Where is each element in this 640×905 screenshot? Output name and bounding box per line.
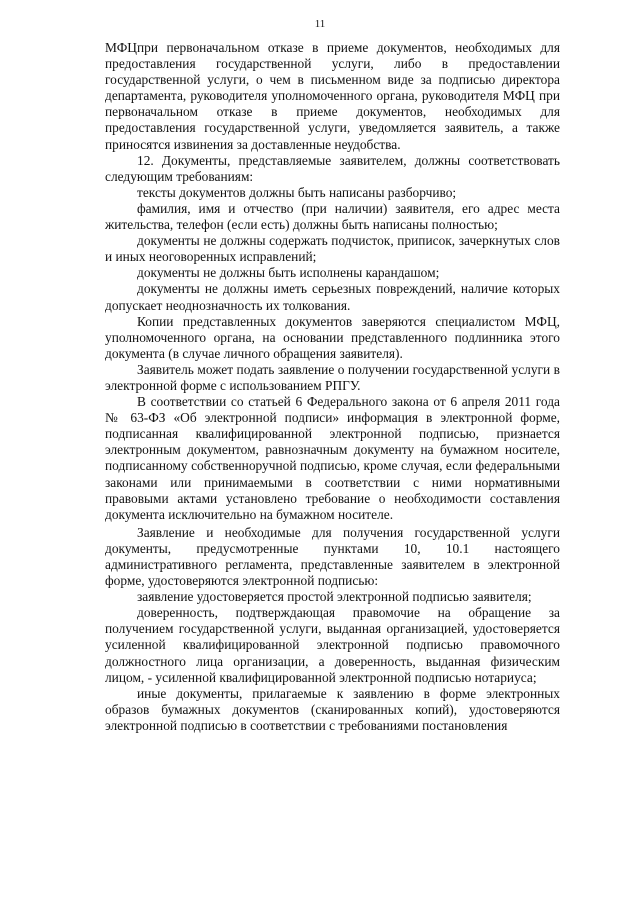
paragraph-signature-requirements: Заявление и необходимые для получения государственной услуги документы, предусмотренные пунктами 10, 10.1 настоящего административного регламента, представленные заявителем в электронной форме, удостоверяются электронной подписью:	[105, 524, 560, 589]
document-body	[105, 40, 560, 734]
paragraph-electronic-application: Заявитель может подать заявление о получении государственной услуги в электронной форме с использованием РПГУ.	[105, 361, 560, 393]
paragraph-item-12: 12. Документы, представляемые заявителем, должны соответствовать следующим требованиям:	[105, 152, 560, 184]
paragraph-simple-signature: заявление удостоверяется простой электронной подписью заявителя;	[137, 589, 532, 605]
paragraph-continuation: МФЦпри первоначальном отказе в приеме документов, необходимых для предоставления государственной услуги, либо в предоставлении государственной услуги, о чем в письменном виде за подписью директора департамента, руководителя уполномоченного органа, руководителя МФЦ при первоначальном отказе в приеме документов, необходимых для предоставления государственной услуги, уведомляется заявитель, а также приносятся извинения за доставленные неудобства.	[105, 40, 560, 152]
paragraph-requirement-legible: тексты документов должны быть написаны разборчиво;	[137, 184, 457, 200]
paragraph-other-documents: иные документы, прилагаемые к заявлению в форме электронных образов бумажных документов (сканированных копий), удостоверяются электронной подписью в соответствии с требованиями постановления	[105, 685, 560, 733]
paragraph-copies: Копии представленных документов заверяются специалистом МФЦ, уполномоченного органа, на основании представленного подлинника этого документа (в случае личного обращения заявителя).	[105, 313, 560, 361]
paragraph-power-of-attorney: доверенность, подтверждающая правомочие на обращение за получением государственной услуги, выданная организацией, удостоверяется усиленной квалифицированной электронной подписью правомочного должностного лица организации, а доверенность, выданная физическим лицом, - усиленной квалифицированной электронной подписью нотариуса;	[105, 605, 560, 685]
paragraph-requirement-no-erasures: документы не должны содержать подчисток, приписок, зачеркнутых слов и иных неоговоренных исправлений;	[105, 233, 560, 265]
paragraph-requirement-no-pencil: документы не должны быть исполнены карандашом;	[137, 265, 440, 281]
paragraph-requirement-name: фамилия, имя и отчество (при наличии) заявителя, его адрес места жительства, телефон (если есть) должны быть написаны полностью;	[105, 200, 560, 233]
paragraph-requirement-no-damage: документы не должны иметь серьезных повреждений, наличие которых допускает неоднозначность их толкования.	[105, 281, 560, 313]
paragraph-federal-law: В соответствии со статьей 6 Федерального закона от 6 апреля 2011 года № 63-ФЗ «Об электронной подписи» информация в электронной форме, подписанная квалифицированной электронной подписью, признается электронным документом, равнозначным документу на бумажном носителе, подписанному собственноручной подписью, кроме случая, если федеральными законами или принимаемыми в соответствии с ними нормативными правовыми актами установлено требование о необходимости составления документа исключительно на бумажном носителе.	[105, 394, 560, 522]
page-number: 11	[314, 18, 326, 30]
